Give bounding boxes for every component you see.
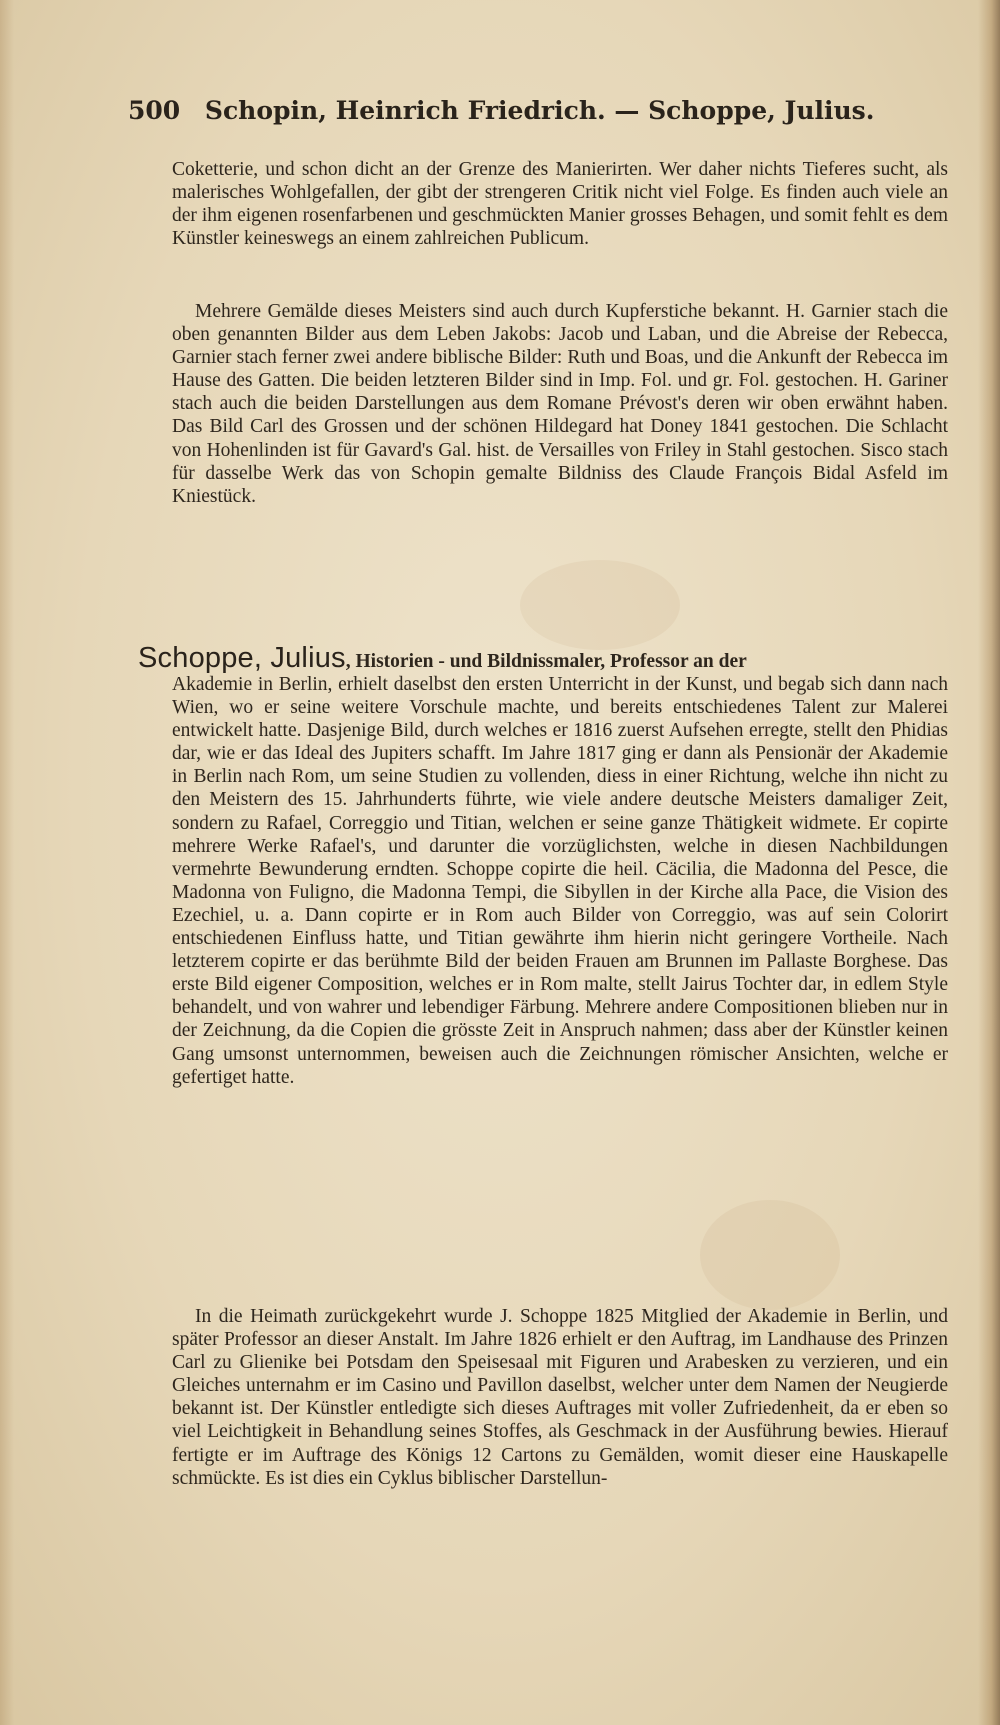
paper-stain (520, 560, 680, 650)
page-edge-shadow (978, 0, 1000, 1725)
entry-name: Schoppe, Julius (138, 642, 346, 674)
paragraph-schoppe-career: Akademie in Berlin, erhielt daselbst den ersten Unterricht in der Kunst, und begab sich dann nach Wien, wo er seine weitere Vorschule machte, und bereits entschiedenes Talent zur Malerei entwickelt hatte. Dasjenige Bild, durch welches er 1816 zuerst Aufsehen erregte, stellt den Phidias dar, wie er das Ideal des Jupiters schafft. Im Jahre 1817 ging er dann als Pensionär der Akademie in Berlin nach Rom, um seine Studien zu vollenden, diess in einer Richtung, welche ihn nicht zu den Meistern des 15. Jahrhunderts führte, wie viele andere deutsche Meisters damaliger Zeit, sondern zu Rafael, Correggio und Titian, welchen er seine ganze Thätigkeit widmete. Er copirte mehrere Werke Rafael's, und darunter die vorzüglichsten, welche in diesen Nachbildungen vermehrte Bewunderung erndten. Schoppe copirte die heil. Cäcilia, die Madonna del Pesce, die Madonna von Fuligno, die Madonna Tempi, die Sibyllen in der Kirche alla Pace, die Vision des Ezechiel, u. a. Dann copirte er in Rom auch Bilder von Correggio, was auf sein Colorirt entschiedenen Einfluss hatte, und Titian gewährte ihm hierin nicht geringere Vortheile. Nach letzterem copirte er das berühmte Bild der beiden Frauen am Brunnen im Pallaste Borghese. Das erste Bild eigener Composition, welches er in Rom malte, stellt Jairus Tochter dar, in edlem Style behandelt, und von wahrer und lebendiger Färbung. Mehrere andere Compositionen blieben nur in der Zeichnung, da die Copien die grösste Zeit in Anspruch nahmen; dass aber der Künstler keinen Gang umsonst unternommen, beweisen auch die Zeichnungen römischer Ansichten, welche er gefertiget hatte. (172, 674, 948, 1088)
entry-heading-rest: , Historien - und Bildnissmaler, Professor an der (345, 651, 747, 672)
paragraph-schoppe-berlin: In die Heimath zurückgekehrt wurde J. Schoppe 1825 Mitglied der Akademie in Berlin, und später Professor an dieser Anstalt. Im Jahre 1826 erhielt er den Auftrag, im Landhause des Prinzen Carl zu Glienike bei Potsdam den Speisesaal mit Figuren und Arabesken zu verzieren, und ein Gleiches unternahm er im Casino und Pavillon daselbst, welcher unter dem Namen der Neugierde bekannt ist. Der Künstler entledigte sich dieses Auftrages mit voller Zufriedenheit, da er eben so viel Leichtigkeit in Behandlung seines Stoffes, als Geschmack in der Ausführung bewies. Hierauf fertigte er im Auftrage des Königs 12 Cartons zu Gemälden, womit dieser eine Hauskapelle schmückte. Es ist dies ein Cyklus biblischer Darstellun- (172, 1306, 948, 1489)
running-header (128, 96, 928, 136)
entry-heading (138, 643, 948, 673)
page-number: 500 (128, 96, 181, 125)
entry-schoppe (138, 643, 948, 1089)
paper-stain (700, 1200, 840, 1310)
page-gutter-shadow (0, 0, 14, 1725)
paragraph-schopin-engravings: Mehrere Gemälde dieses Meisters sind auch durch Kupferstiche bekannt. H. Garnier stach die oben genannten Bilder aus dem Leben Jakobs: Jacob und Laban, und die Abreise der Rebecca, Garnier stach ferner zwei andere biblische Bilder: Ruth und Boas, und die Ankunft der Rebecca im Hause des Gatten. Die beiden letzteren Bilder sind in Imp. Fol. und gr. Fol. gestochen. H. Gariner stach auch die beiden Darstellungen aus dem Romane Prévost's deren wir oben erwähnt haben. Das Bild Carl des Grossen und der schönen Hildegard hat Doney 1841 gestochen. Die Schlacht von Hohenlinden ist für Gavard's Gal. hist. de Versailles von Friley in Stahl gestochen. Sisco stach für dasselbe Werk das von Schopin gemalte Bildniss des Claude François Bidal Asfeld im Kniestück. (172, 301, 948, 507)
paragraph-schopin-style: Coketterie, und schon dicht an der Grenze des Manierirten. Wer daher nichts Tieferes sucht, als malerisches Wohlgefallen, der gibt der strengeren Critik nicht viel Folge. Es finden auch viele an der ihm eigenen rosenfarbenen und geschmückten Manier grosses Behagen, und somit fehlt es dem Künstler keineswegs an einem zahlreichen Publicum. (172, 159, 948, 250)
running-title: Schopin, Heinrich Friedrich. — Schoppe, Julius. (204, 96, 875, 125)
